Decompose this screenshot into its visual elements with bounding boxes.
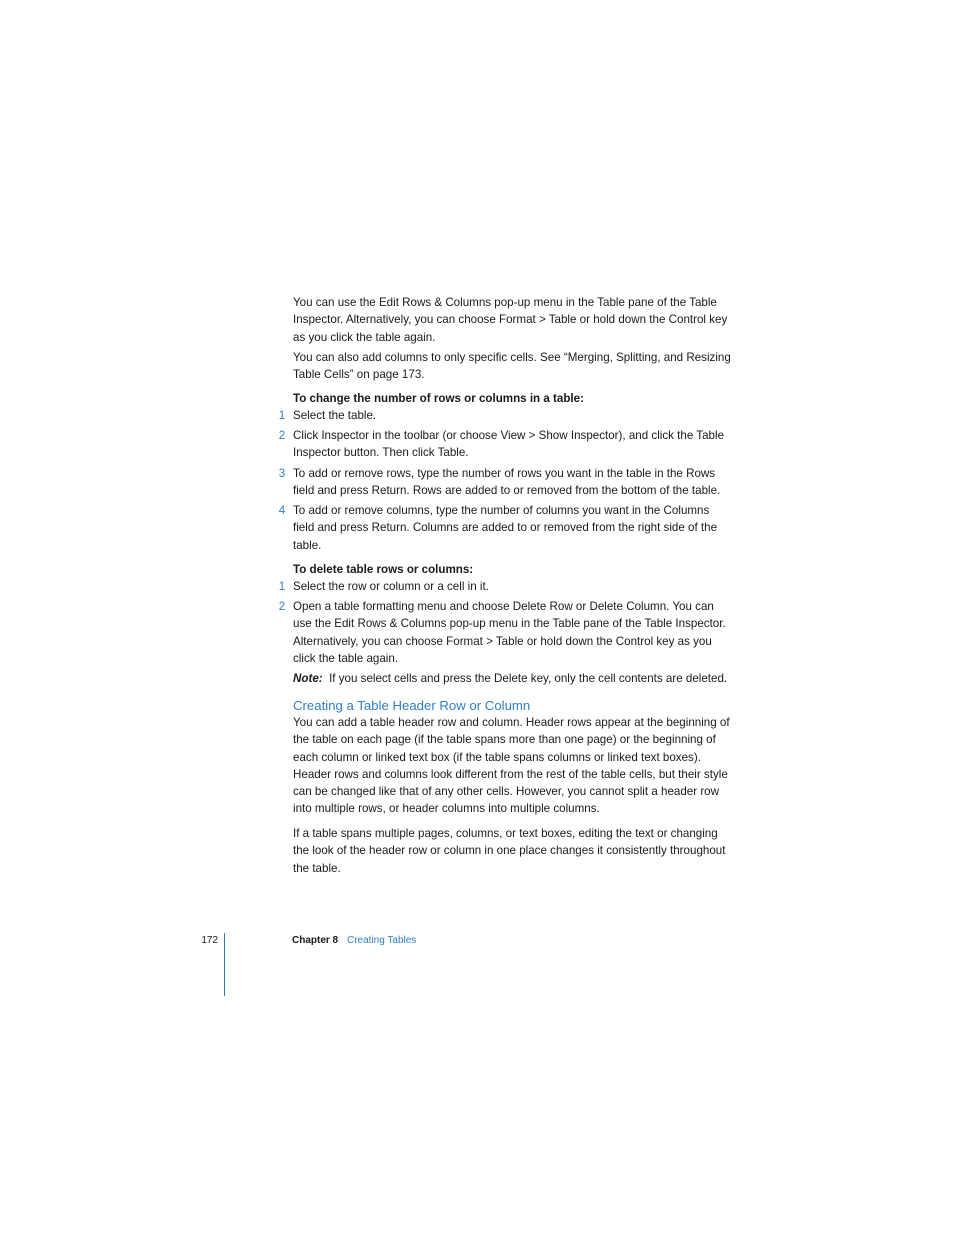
step-text: Select the table. <box>293 409 377 422</box>
step-number: 4 <box>278 504 286 517</box>
step-text: Click Inspector in the toolbar (or choose View > Show Inspector), and click the Table Inspector button. Then click Table. <box>293 429 725 460</box>
step-text: Select the row or column or a cell in it. <box>293 580 489 593</box>
note-paragraph <box>293 670 733 687</box>
intro-paragraph-1: You can use the Edit Rows & Columns pop-up menu in the Table pane of the Table Inspector. Alternatively, you can choose Format > Table or hold down the Control key as you click the table again. <box>293 296 728 344</box>
step-text: To add or remove rows, type the number of rows you want in the table in the Rows field and press Return. Rows are added to or removed from the bottom of the table. <box>293 467 721 498</box>
page-number: 172 <box>201 935 218 946</box>
step-number: 3 <box>278 467 286 480</box>
intro-paragraph-2: You can also add columns to only specific cells. See “Merging, Splitting, and Resizing Table Cells” on page 173. <box>293 351 731 382</box>
step-number: 2 <box>278 429 286 442</box>
change-rows-columns-title: To change the number of rows or columns in a table: <box>293 392 584 405</box>
step-number: 2 <box>278 600 286 613</box>
footer-chapter-title: Creating Tables <box>347 935 417 946</box>
note-label: Note: <box>293 672 323 685</box>
header-paragraph-1: You can add a table header row and column. Header rows appear at the beginning of the table on each page (if the table spans more than one page) or the beginning of each column or linked text box (if the table spans columns or linked text boxes). Header rows and columns look different from the rest of the table cells, but their style can be changed like that of any other cells. However, you cannot split a header row into multiple rows, or header columns into multiple columns. <box>293 716 730 816</box>
footer-divider <box>224 933 225 996</box>
header-paragraph-2: If a table spans multiple pages, columns, or text boxes, editing the text or changing the look of the header row or column in one place changes it consistently throughout the table. <box>293 827 726 875</box>
step-text: Open a table formatting menu and choose Delete Row or Delete Column. You can use the Edit Rows & Columns pop-up menu in the Table pane of the Table Inspector. Alternatively, you can choose Format > Table or hold down the Control key as you click the table again. <box>293 600 726 665</box>
section-heading: Creating a Table Header Row or Column <box>293 698 531 713</box>
delete-rows-columns-title: To delete table rows or columns: <box>293 563 474 576</box>
step-number: 1 <box>278 580 286 593</box>
step-text: To add or remove columns, type the number of columns you want in the Columns field and press Return. Columns are added to or removed from the right side of the table. <box>293 504 718 552</box>
footer-chapter: Chapter 8 <box>292 935 339 946</box>
note-text: If you select cells and press the Delete key, only the cell contents are deleted. <box>329 672 728 685</box>
step-number: 1 <box>278 409 286 422</box>
